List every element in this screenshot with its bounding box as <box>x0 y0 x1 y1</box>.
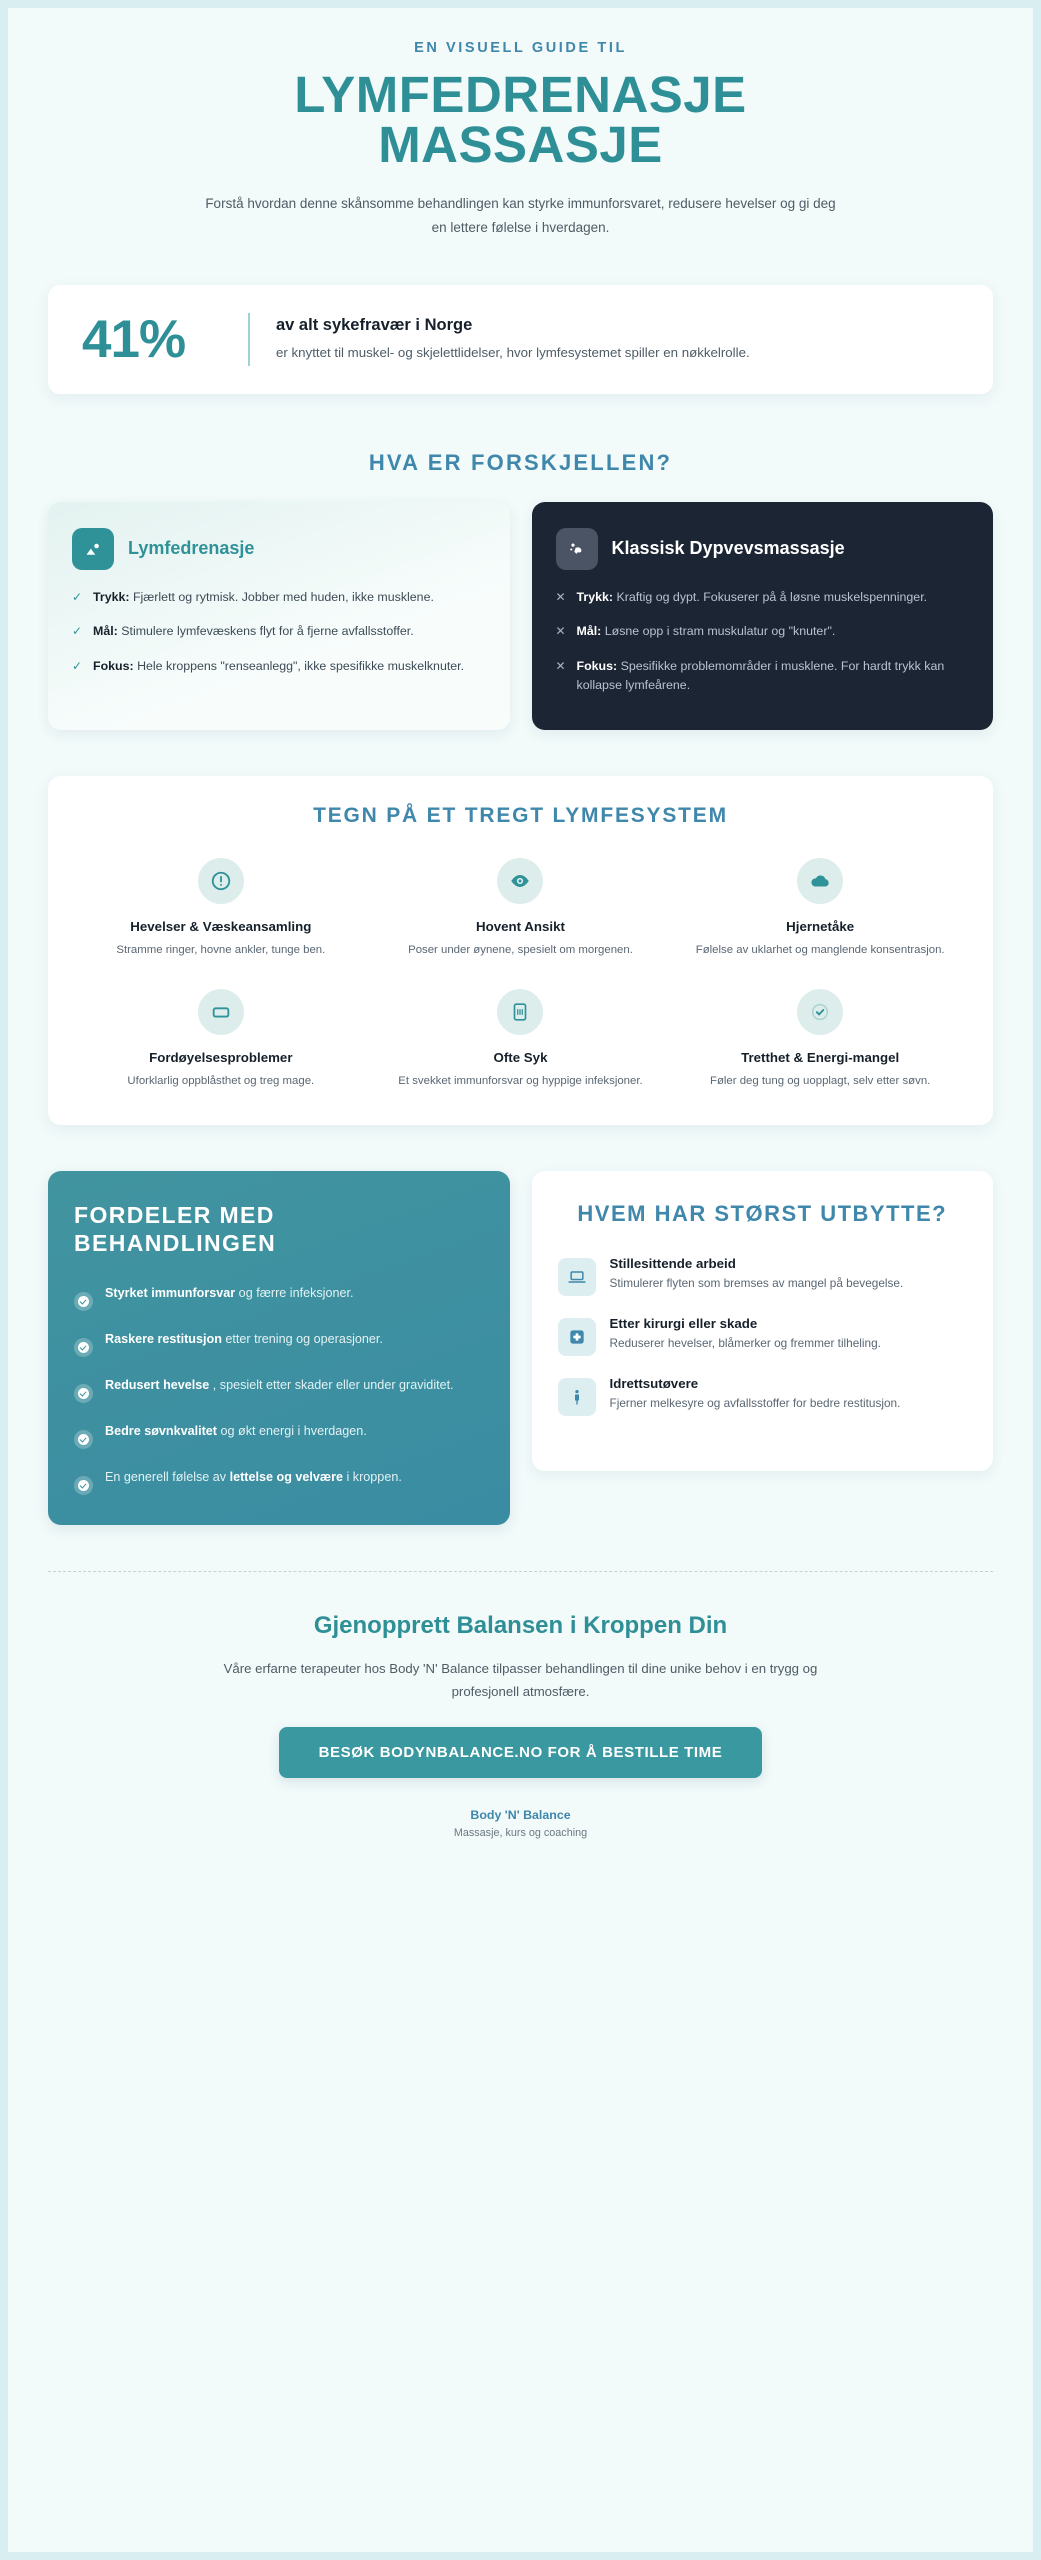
benefit-bold: Raskere restitusjon <box>105 1331 222 1346</box>
check-icon: ✓ <box>72 658 83 673</box>
symptom-heading: Tretthet & Energi-mangel <box>741 1050 900 1066</box>
list-item-text: Stimulere lymfevæskens flyt for å fjerne avfallsstoffer. <box>117 624 414 639</box>
comparison-section <box>48 502 993 730</box>
symptom-text: Poser under øynene, spesielt om morgenen. <box>408 943 633 956</box>
person-icon <box>558 1378 596 1416</box>
laptop-icon <box>558 1258 596 1296</box>
symptom-heading: Hjernetåke <box>786 919 855 935</box>
title-line-2: MASSASJE <box>378 115 663 173</box>
alert-circle-icon <box>198 858 244 904</box>
hero-subtitle: Forstå hvordan denne skånsomme behandlingen kan styrke immunforsvaret, redusere hevelser og gi deg en lettere følelse i hverdagen. <box>205 195 836 235</box>
benefit-bold: Bedre søvnkvalitet <box>105 1423 217 1438</box>
symptoms-grid <box>78 858 963 1091</box>
symptom-text: Et svekket immunforsvar og hyppige infeksjoner. <box>398 1075 643 1088</box>
book-appointment-button[interactable]: BESØK BODYNBALANCE.NO FOR Å BESTILLE TIME <box>279 1727 763 1778</box>
cta-section <box>48 1572 993 1873</box>
check-icon: ✓ <box>72 624 83 639</box>
symptom-heading: Fordøyelsesproblemer <box>149 1050 293 1066</box>
list-item-text: Fjærlett og rytmisk. Jobber med huden, ikke musklene. <box>129 590 434 605</box>
list-item-text: Løsne opp i stram muskulatur og "knuter". <box>601 624 836 639</box>
list-item <box>558 1376 968 1416</box>
benefit-bold: Styrket immunforsvar <box>105 1285 236 1300</box>
title-line-1: LYMFEDRENASJE <box>294 66 747 123</box>
audience-text: Stimulerer flyten som bremses av mangel på bevegelse. <box>609 1275 904 1290</box>
symptom-item <box>378 858 664 959</box>
audience-text: Reduserer hevelser, blåmerker og fremmer tilheling. <box>609 1335 881 1350</box>
list-item <box>558 1316 968 1356</box>
cloud-icon <box>797 858 843 904</box>
list-item <box>74 1283 484 1311</box>
audience-text: Fjerner melkesyre og avfallsstoffer for bedre restitusjon. <box>609 1395 901 1410</box>
list-item <box>556 588 970 607</box>
stat-section <box>48 285 993 394</box>
check-circle-icon <box>797 989 843 1035</box>
image-icon <box>72 528 114 570</box>
rectangle-icon <box>198 989 244 1035</box>
list-item-text: Hele kroppens "renseanlegg", ikke spesifikke muskelknuter. <box>133 658 465 673</box>
audience-heading: Idrettsutøvere <box>609 1375 699 1391</box>
list-item-label: Mål: <box>576 624 602 639</box>
benefit-rest: , spesielt etter skader eller under graviditet. <box>209 1377 454 1392</box>
hero-kicker: EN VISUELL GUIDE TIL <box>414 40 627 56</box>
comparison-card-title: Klassisk Dypvevsmassasje <box>611 538 845 559</box>
list-item-label: Fokus: <box>576 658 618 673</box>
symptom-heading: Hevelser & Væskeansamling <box>130 919 312 935</box>
audience-heading: Stillesittende arbeid <box>609 1255 736 1271</box>
stat-number: 41% <box>82 310 186 370</box>
list-item-label: Fokus: <box>93 658 134 673</box>
compare-section-title: HVA ER FORSKJELLEN? <box>368 450 673 476</box>
stat-body: er knyttet til muskel- og skjelettlidelser, hvor lymfesystemet spiller en nøkkelrolle. <box>276 344 750 360</box>
cross-icon: ✕ <box>555 590 566 605</box>
benefits-title: FORDELER MED BEHANDLINGEN <box>74 1201 277 1256</box>
hero-section <box>48 8 993 239</box>
eye-icon <box>497 858 543 904</box>
check-badge-icon <box>74 1476 93 1495</box>
symptom-text: Stramme ringer, hovne ankler, tunge ben. <box>116 943 326 956</box>
symptom-text: Uforklarlig oppblåsthet og treg mage. <box>127 1075 315 1088</box>
stat-headline: av alt sykefravær i Norge <box>276 315 473 334</box>
list-item-text: Spesifikke problemområder i musklene. For hardt trykk kan kollapse lymfeårene. <box>576 658 945 692</box>
list-item <box>556 657 970 695</box>
benefit-rest: etter trening og operasjoner. <box>221 1331 383 1346</box>
benefit-rest: og økt energi i hverdagen. <box>217 1423 367 1438</box>
check-badge-icon <box>74 1430 93 1449</box>
symptom-text: Føler deg tung og uopplagt, selv etter søvn. <box>709 1075 931 1088</box>
symptoms-card <box>48 776 993 1125</box>
symptom-item <box>78 858 364 959</box>
list-item <box>556 622 970 641</box>
comparison-card-dypvevsmassasje <box>532 502 994 730</box>
cross-icon: ✕ <box>555 658 566 673</box>
check-icon: ✓ <box>72 590 83 605</box>
audience-heading: Etter kirurgi eller skade <box>609 1315 758 1331</box>
symptom-item <box>677 858 963 959</box>
list-item-label: Mål: <box>93 624 118 639</box>
symptom-heading: Hovent Ansikt <box>476 919 565 935</box>
cta-heading: Gjenopprett Balansen i Kroppen Din <box>313 1611 728 1639</box>
cta-body: Våre erfarne terapeuter hos Body 'N' Balance tilpasser behandlingen til dine unike behov i en trygg og profesjonell atmosfære. <box>223 1660 818 1699</box>
medical-cross-icon <box>558 1318 596 1356</box>
list-item <box>74 1375 484 1403</box>
list-item <box>72 588 486 607</box>
list-item-text: Kraftig og dypt. Fokuserer på å løsne muskelspenninger. <box>613 590 928 605</box>
stat-card <box>48 285 993 394</box>
list-item-label: Trykk: <box>576 590 614 605</box>
audience-title: HVEM HAR STØRST UTBYTTE? <box>577 1200 948 1226</box>
benefit-bold: lettelse og velvære <box>229 1469 344 1484</box>
document-icon <box>497 989 543 1035</box>
page-title <box>48 66 993 173</box>
cross-icon: ✕ <box>555 624 566 639</box>
benefit-rest: i kroppen. <box>343 1469 402 1484</box>
list-item <box>74 1467 484 1495</box>
check-badge-icon <box>74 1292 93 1311</box>
stat-divider <box>248 313 250 366</box>
check-badge-icon <box>74 1384 93 1403</box>
comparison-list <box>72 588 486 676</box>
bottom-section <box>48 1171 993 1525</box>
symptom-item <box>677 989 963 1090</box>
list-item <box>72 622 486 641</box>
muscle-icon <box>556 528 598 570</box>
benefit-rest: og færre infeksjoner. <box>235 1285 354 1300</box>
benefit-lead: En generell følelse av <box>105 1469 230 1484</box>
infographic-page <box>8 8 1033 2552</box>
symptom-heading: Ofte Syk <box>493 1050 548 1066</box>
symptom-item <box>78 989 364 1090</box>
list-item-label: Trykk: <box>93 590 130 605</box>
list-item <box>558 1256 968 1296</box>
symptom-text: Følelse av uklarhet og manglende konsentrasjon. <box>695 943 945 956</box>
brand-tagline: Massasje, kurs og coaching <box>453 1827 588 1840</box>
symptom-item <box>378 989 664 1090</box>
benefit-bold: Redusert hevelse <box>105 1377 210 1392</box>
audience-card <box>532 1171 994 1471</box>
comparison-list <box>556 588 970 695</box>
list-item <box>74 1329 484 1357</box>
comparison-card-title: Lymfedrenasje <box>128 538 255 559</box>
symptoms-title: TEGN PÅ ET TREGT LYMFESYSTEM <box>313 804 728 828</box>
brand-name: Body 'N' Balance <box>470 1808 571 1823</box>
list-item <box>72 657 486 676</box>
check-badge-icon <box>74 1338 93 1357</box>
benefits-card <box>48 1171 510 1525</box>
list-item <box>74 1421 484 1449</box>
comparison-card-lymfedrenasje <box>48 502 510 730</box>
